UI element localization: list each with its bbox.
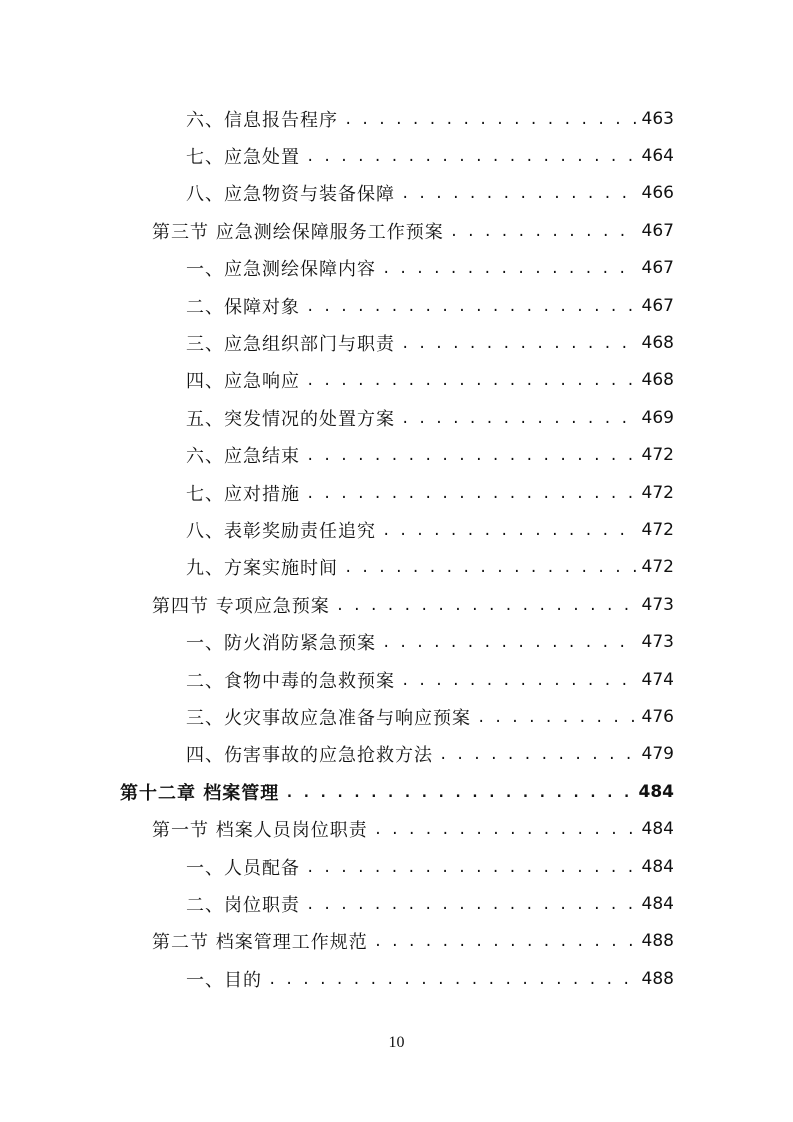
- toc-entry-title: 七、应急处置: [186, 146, 300, 168]
- toc-entry-item[interactable]: [186, 287, 674, 324]
- toc-entry-page-number: 467: [641, 220, 674, 241]
- dot-leader: [344, 112, 636, 128]
- toc-entry-item[interactable]: [186, 624, 674, 661]
- toc-entry-chapter[interactable]: [120, 773, 674, 810]
- toc-entry-section[interactable]: [152, 811, 674, 848]
- dot-leader: [306, 373, 636, 389]
- toc-entry-item[interactable]: [186, 960, 674, 997]
- dot-leader: [268, 972, 636, 988]
- dot-leader: [374, 934, 636, 950]
- toc-entry-item[interactable]: [186, 250, 674, 287]
- toc-entry-item[interactable]: [186, 324, 674, 361]
- toc-entry-section[interactable]: [152, 212, 674, 249]
- toc-entry-page-number: 463: [641, 108, 674, 129]
- toc-entry-title: 六、应急结束: [186, 446, 300, 468]
- toc-entry-title: 五、突发情况的处置方案: [186, 408, 395, 430]
- toc-entry-item[interactable]: [186, 848, 674, 885]
- toc-entry-page-number: 474: [641, 669, 674, 690]
- dot-leader: [344, 560, 636, 576]
- toc-entry-page-number: 469: [641, 407, 674, 428]
- toc-entry-page-number: 472: [641, 445, 674, 466]
- toc-entry-title: 三、应急组织部门与职责: [186, 333, 395, 355]
- dot-leader: [401, 673, 636, 689]
- toc-entry-title: 第四节 专项应急预案: [152, 595, 330, 617]
- toc-entry-page-number: 479: [641, 744, 674, 765]
- dot-leader: [306, 448, 636, 464]
- toc-entry-item[interactable]: [186, 549, 674, 586]
- dot-leader: [374, 822, 636, 838]
- toc-entry-page-number: 468: [641, 370, 674, 391]
- dot-leader: [306, 486, 636, 502]
- toc-entry-item[interactable]: [186, 437, 674, 474]
- toc-entry-item[interactable]: [186, 175, 674, 212]
- toc-entry-page-number: 484: [641, 819, 674, 840]
- toc-entry-title: 第十二章 档案管理: [120, 782, 280, 804]
- dot-leader: [450, 224, 636, 240]
- dot-leader: [382, 635, 636, 651]
- toc-entry-page-number: 467: [641, 295, 674, 316]
- toc-entry-page-number: 472: [641, 482, 674, 503]
- toc-entry-title: 四、伤害事故的应急抢救方法: [186, 745, 433, 767]
- dot-leader: [306, 897, 636, 913]
- toc-entry-title: 六、信息报告程序: [186, 109, 338, 131]
- toc-entry-title: 三、火灾事故应急准备与响应预案: [186, 707, 471, 729]
- dot-leader: [401, 336, 636, 352]
- toc-entry-page-number: 473: [641, 594, 674, 615]
- dot-leader: [382, 261, 636, 277]
- dot-leader: [306, 860, 636, 876]
- toc-entry-title: 二、食物中毒的急救预案: [186, 670, 395, 692]
- toc-entry-title: 一、应急测绘保障内容: [186, 259, 376, 281]
- dot-leader: [336, 598, 636, 614]
- toc-entry-page-number: 488: [641, 968, 674, 989]
- toc-entry-item[interactable]: [186, 362, 674, 399]
- toc-entry-title: 第三节 应急测绘保障服务工作预案: [152, 221, 444, 243]
- dot-leader: [285, 785, 632, 801]
- toc-entry-page-number: 484: [641, 893, 674, 914]
- toc-entry-title: 一、人员配备: [186, 857, 300, 879]
- toc-entry-item[interactable]: [186, 100, 674, 137]
- toc-entry-section[interactable]: [152, 923, 674, 960]
- toc-entry-title: 一、目的: [186, 969, 262, 991]
- toc-entry-title: 七、应对措施: [186, 483, 300, 505]
- toc-entry-item[interactable]: [186, 661, 674, 698]
- toc-entry-page-number: 468: [641, 332, 674, 353]
- toc-entry-title: 九、方案实施时间: [186, 558, 338, 580]
- toc-entry-page-number: 472: [641, 519, 674, 540]
- toc-entry-item[interactable]: [186, 399, 674, 436]
- toc-entry-page-number: 484: [638, 781, 674, 802]
- dot-leader: [306, 149, 636, 165]
- dot-leader: [401, 411, 636, 427]
- toc-entry-page-number: 488: [641, 931, 674, 952]
- toc-entry-page-number: 484: [641, 856, 674, 877]
- dot-leader: [382, 523, 636, 539]
- toc-entry-item[interactable]: [186, 885, 674, 922]
- toc-entry-title: 八、表彰奖励责任追究: [186, 520, 376, 542]
- dot-leader: [306, 299, 636, 315]
- toc-entry-page-number: 473: [641, 632, 674, 653]
- toc-entry-title: 八、应急物资与装备保障: [186, 184, 395, 206]
- toc-entry-item[interactable]: [186, 137, 674, 174]
- toc-entry-section[interactable]: [152, 586, 674, 623]
- toc-entry-title: 二、岗位职责: [186, 894, 300, 916]
- dot-leader: [401, 186, 636, 202]
- dot-leader: [439, 747, 636, 763]
- toc-entry-title: 四、应急响应: [186, 371, 300, 393]
- toc-entry-page-number: 466: [641, 183, 674, 204]
- toc-entry-title: 二、保障对象: [186, 296, 300, 318]
- dot-leader: [477, 710, 636, 726]
- toc-entry-title: 一、防火消防紧急预案: [186, 633, 376, 655]
- toc-entry-title: 第二节 档案管理工作规范: [152, 932, 368, 954]
- toc-entry-page-number: 467: [641, 258, 674, 279]
- toc-entry-item[interactable]: [186, 736, 674, 773]
- page-number: 10: [388, 1034, 405, 1051]
- toc-entry-item[interactable]: [186, 474, 674, 511]
- toc-entry-item[interactable]: [186, 698, 674, 735]
- toc-entry-page-number: 476: [641, 706, 674, 727]
- toc-entry-item[interactable]: [186, 511, 674, 548]
- toc-entry-page-number: 464: [641, 145, 674, 166]
- toc-entry-page-number: 472: [641, 557, 674, 578]
- toc-entry-title: 第一节 档案人员岗位职责: [152, 820, 368, 842]
